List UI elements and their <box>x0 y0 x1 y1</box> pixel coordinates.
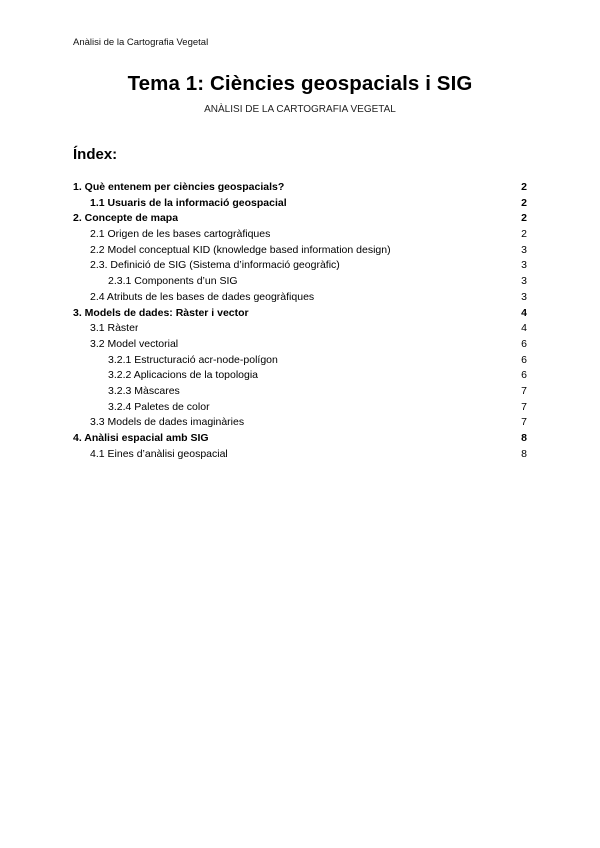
toc-entry-label[interactable]: 4. Anàlisi espacial amb SIG <box>73 432 209 444</box>
toc-entry-page-number: 3 <box>521 243 527 256</box>
table-of-contents <box>73 180 527 462</box>
toc-entry-label[interactable]: 1.1 Usuaris de la informació geospacial <box>90 196 287 209</box>
toc-entry-label[interactable]: 3.2.1 Estructuració acr-node-polígon <box>108 353 278 366</box>
toc-entry-page-number: 4 <box>521 306 527 319</box>
toc-entry[interactable] <box>73 258 527 274</box>
toc-entry-label[interactable]: 2.4 Atributs de les bases de dades geogràfiques <box>90 290 315 303</box>
toc-entry-page-number: 6 <box>521 369 527 382</box>
toc-entry-page-number: 7 <box>521 400 527 413</box>
toc-entry-page-number: 2 <box>521 196 527 209</box>
toc-entry[interactable] <box>73 431 527 447</box>
toc-entry[interactable] <box>73 274 527 290</box>
toc-entry-page-number: 2 <box>521 212 527 225</box>
toc-entry-label[interactable]: 2.1 Origen de les bases cartogràfiques <box>90 228 271 241</box>
toc-entry-page-number: 3 <box>521 259 527 272</box>
toc-entry-label[interactable]: 3.3 Models de dades imaginàries <box>90 416 245 429</box>
toc-entry[interactable] <box>73 415 527 431</box>
toc-entry-label[interactable]: 3.2 Model vectorial <box>90 337 179 350</box>
document-subtitle: ANÀLISI DE LA CARTOGRAFIA VEGETAL <box>204 104 396 115</box>
toc-entry-page-number: 6 <box>521 337 527 350</box>
toc-entry[interactable] <box>73 227 527 243</box>
toc-entry-label[interactable]: 3. Models de dades: Ràster i vector <box>73 306 249 319</box>
toc-entry-label[interactable]: 3.2.2 Aplicacions de la topologia <box>108 369 259 382</box>
toc-entry-label[interactable]: 1. Què entenem per ciències geospacials? <box>73 181 285 193</box>
toc-entry-page-number: 3 <box>521 275 527 288</box>
toc-entry-page-number: 2 <box>521 181 527 193</box>
toc-entry-page-number: 7 <box>521 384 527 397</box>
toc-entry-label[interactable]: 3.2.4 Paletes de color <box>108 400 210 413</box>
toc-entry-page-number: 3 <box>521 290 527 303</box>
toc-entry-page-number: 2 <box>521 228 527 241</box>
toc-entry[interactable] <box>73 384 527 400</box>
toc-entry[interactable] <box>73 353 527 369</box>
toc-entry-label[interactable]: 3.1 Ràster <box>90 322 139 335</box>
index-heading: Índex: <box>73 146 118 163</box>
toc-entry-label[interactable]: 2.3. Definició de SIG (Sistema d’informació geogràfic) <box>90 259 340 272</box>
document-title: Tema 1: Ciències geospacials i SIG <box>127 72 473 95</box>
toc-entry[interactable] <box>73 180 527 196</box>
toc-entry-label[interactable]: 2.3.1 Components d’un SIG <box>108 275 238 288</box>
toc-entry-page-number: 8 <box>521 432 527 444</box>
toc-entry[interactable] <box>73 243 527 259</box>
toc-entry[interactable] <box>73 306 527 322</box>
toc-entry[interactable] <box>73 337 527 353</box>
running-header: Anàlisi de la Cartografia Vegetal <box>73 37 209 48</box>
toc-entry-label[interactable]: 3.2.3 Màscares <box>108 384 180 397</box>
toc-entry-label[interactable]: 4.1 Eines d’anàlisi geospacial <box>90 447 228 460</box>
toc-entry[interactable] <box>73 368 527 384</box>
toc-entry[interactable] <box>73 321 527 337</box>
toc-entry-label[interactable]: 2. Concepte de mapa <box>73 212 179 225</box>
toc-entry-page-number: 4 <box>521 322 527 335</box>
toc-entry[interactable] <box>73 447 527 463</box>
toc-entry-page-number: 7 <box>521 416 527 429</box>
toc-entry-label[interactable]: 2.2 Model conceptual KID (knowledge based information design) <box>90 243 391 256</box>
toc-entry-page-number: 8 <box>521 447 527 460</box>
toc-entry[interactable] <box>73 211 527 227</box>
toc-entry-page-number: 6 <box>521 353 527 366</box>
toc-entry[interactable] <box>73 400 527 416</box>
toc-entry[interactable] <box>73 196 527 212</box>
toc-entry[interactable] <box>73 290 527 306</box>
